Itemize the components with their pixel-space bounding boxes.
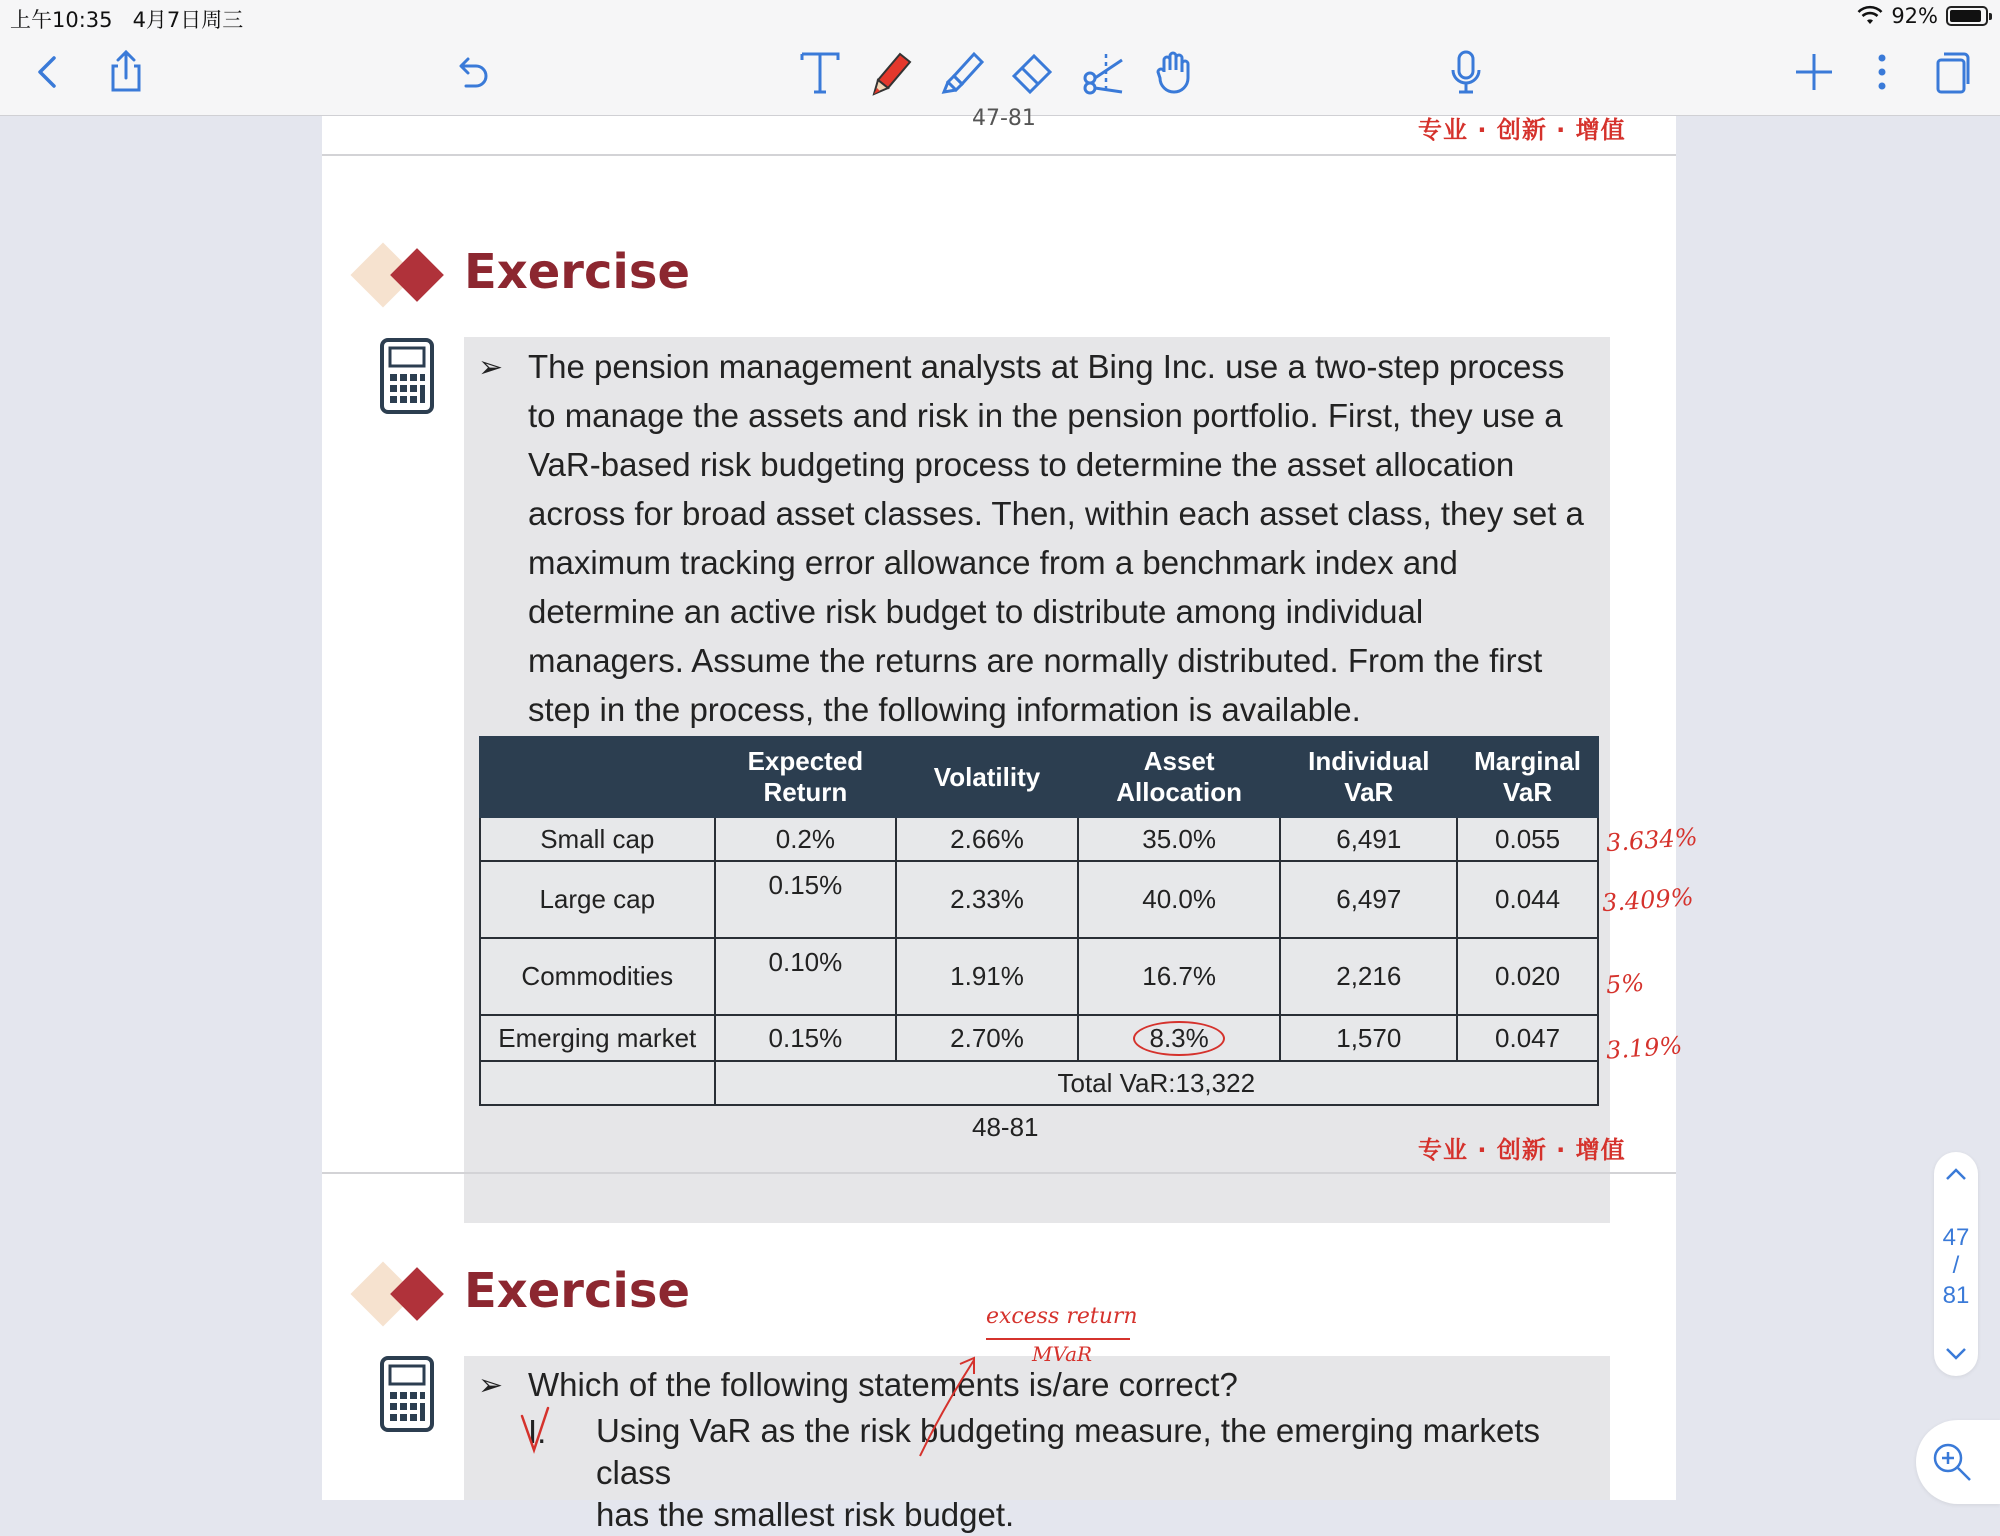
var-table [479, 736, 1599, 1106]
previous-page-label: 47-81 [972, 106, 1036, 131]
handwritten-note: excess return [986, 1304, 1138, 1329]
status-right [1857, 4, 1988, 28]
battery-percent: 92% [1891, 4, 1938, 28]
slide-title: Exercise [464, 244, 691, 300]
table-cell: 0.2% [715, 817, 897, 861]
handwritten-note: 3.634% [1605, 822, 1699, 858]
chevron-up-icon[interactable] [1942, 1160, 1970, 1188]
table-cell [1078, 1015, 1281, 1061]
handwritten-note: 5% [1605, 968, 1646, 1000]
more-icon[interactable] [1854, 44, 1910, 100]
table-row [480, 938, 1598, 1015]
table-header: Individual VaR [1280, 737, 1457, 817]
table-cell: Commodities [480, 938, 715, 1015]
table-cell: 6,491 [1280, 817, 1457, 861]
table-cell: 0.020 [1457, 938, 1598, 1015]
table-cell: Large cap [480, 861, 715, 938]
back-icon[interactable] [20, 44, 76, 100]
highlighter-tool-icon[interactable] [934, 44, 990, 100]
share-icon[interactable] [98, 44, 154, 100]
table-row [480, 817, 1598, 861]
bullet-arrow-icon: ➢ [478, 350, 504, 385]
handwritten-note: MVaR [1032, 1342, 1093, 1366]
document-page [322, 106, 1699, 1533]
current-page: 47 [1942, 1224, 1970, 1251]
fraction-line [986, 1338, 1130, 1340]
handwritten-note: 3.409% [1601, 882, 1695, 918]
total-var: Total VaR:13,322 [715, 1061, 1598, 1105]
question-text: Which of the following statements is/are correct? [528, 1366, 1238, 1403]
table-row [480, 861, 1598, 938]
table-header [480, 737, 715, 817]
page-label: 48-81 [972, 1112, 1039, 1142]
wifi-icon [1857, 6, 1883, 26]
checkmark-annotation-icon [518, 1406, 568, 1456]
table-cell: 2.66% [896, 817, 1078, 861]
table-cell: 35.0% [1078, 817, 1281, 861]
status-time: 上午10:35 4月7日周三 [10, 8, 244, 32]
table-row [480, 1015, 1598, 1061]
pen-tool-icon[interactable] [862, 44, 918, 100]
slogan: 专业 · 创新 · 增值 [1418, 1136, 1626, 1164]
bullet-arrow-icon: ➢ [478, 1368, 504, 1403]
table-header: Asset Allocation [1078, 737, 1281, 817]
table-cell: 1,570 [1280, 1015, 1457, 1061]
table-cell: 6,497 [1280, 861, 1457, 938]
hand-tool-icon[interactable] [1146, 44, 1202, 100]
arrow-annotation-icon [912, 1330, 1002, 1460]
table-cell: 0.055 [1457, 817, 1598, 861]
zoom-in-icon[interactable] [1930, 1440, 1974, 1484]
slogan: 专业 · 创新 · 增值 [1418, 116, 1626, 144]
table-cell: Small cap [480, 817, 715, 861]
slide-divider [322, 1172, 1676, 1174]
item-marker: I. [528, 1413, 547, 1450]
table-header: Marginal VaR [1457, 737, 1598, 817]
table-cell: 0.10% [715, 938, 897, 1015]
table-cell: 2.70% [896, 1015, 1078, 1061]
exercise-paragraph: The pension management analysts at Bing Inc. use a two-step process to manage the assets and risk in the pension portfolio. First, they use a VaR-based risk budgeting process to determine the asset allocation across for broad asset classes. Then, within each asset class, they set a maximum tracking error allowance from a benchmark index and determine an active risk budget to distribute among individual managers. Assume the returns are normally distributed. From the first step in the process, the following information is available. [528, 348, 1584, 728]
text-tool-icon[interactable] [792, 44, 848, 100]
calculator-icon [380, 338, 434, 414]
status-bar [0, 0, 2000, 32]
page-separator: / [1952, 1252, 1960, 1279]
table-cell: 2,216 [1280, 938, 1457, 1015]
microphone-icon[interactable] [1438, 44, 1494, 100]
chevron-down-icon[interactable] [1942, 1340, 1970, 1368]
total-pages: 81 [1942, 1282, 1970, 1309]
toolbar [0, 32, 2000, 116]
table-cell: 0.15% [715, 1015, 897, 1061]
page-navigator [1934, 1152, 1978, 1376]
diamond-decoration-icon [352, 1259, 452, 1329]
battery-icon [1946, 6, 1988, 26]
slide-divider [322, 154, 1676, 156]
slide-title: Exercise [464, 1263, 691, 1319]
table-cell: 2.33% [896, 861, 1078, 938]
calculator-icon [380, 1356, 434, 1432]
pages-icon[interactable] [1924, 44, 1980, 100]
table-cell: 0.047 [1457, 1015, 1598, 1061]
circled-annotation: 8.3% [1133, 1021, 1224, 1056]
table-cell: 40.0% [1078, 861, 1281, 938]
item-text: Using VaR as the risk budgeting measure, the emerging markets class has the smallest risk budget. [596, 1412, 1541, 1533]
handwritten-note: 3.19% [1605, 1031, 1684, 1065]
table-cell [480, 1061, 715, 1105]
diamond-decoration-icon [352, 240, 452, 310]
table-total-row [480, 1061, 1598, 1105]
table-cell: 1.91% [896, 938, 1078, 1015]
table-cell: 16.7% [1078, 938, 1281, 1015]
table-cell: 0.15% [715, 861, 897, 938]
table-header-row [480, 737, 1598, 817]
table-cell: Emerging market [480, 1015, 715, 1061]
undo-icon[interactable] [444, 44, 500, 100]
zoom-button[interactable] [1916, 1420, 2000, 1504]
table-cell: 0.044 [1457, 861, 1598, 938]
lasso-tool-icon[interactable] [1076, 44, 1132, 100]
eraser-tool-icon[interactable] [1004, 44, 1060, 100]
add-page-icon[interactable] [1786, 44, 1842, 100]
table-header: Expected Return [715, 737, 897, 817]
table-header: Volatility [896, 737, 1078, 817]
